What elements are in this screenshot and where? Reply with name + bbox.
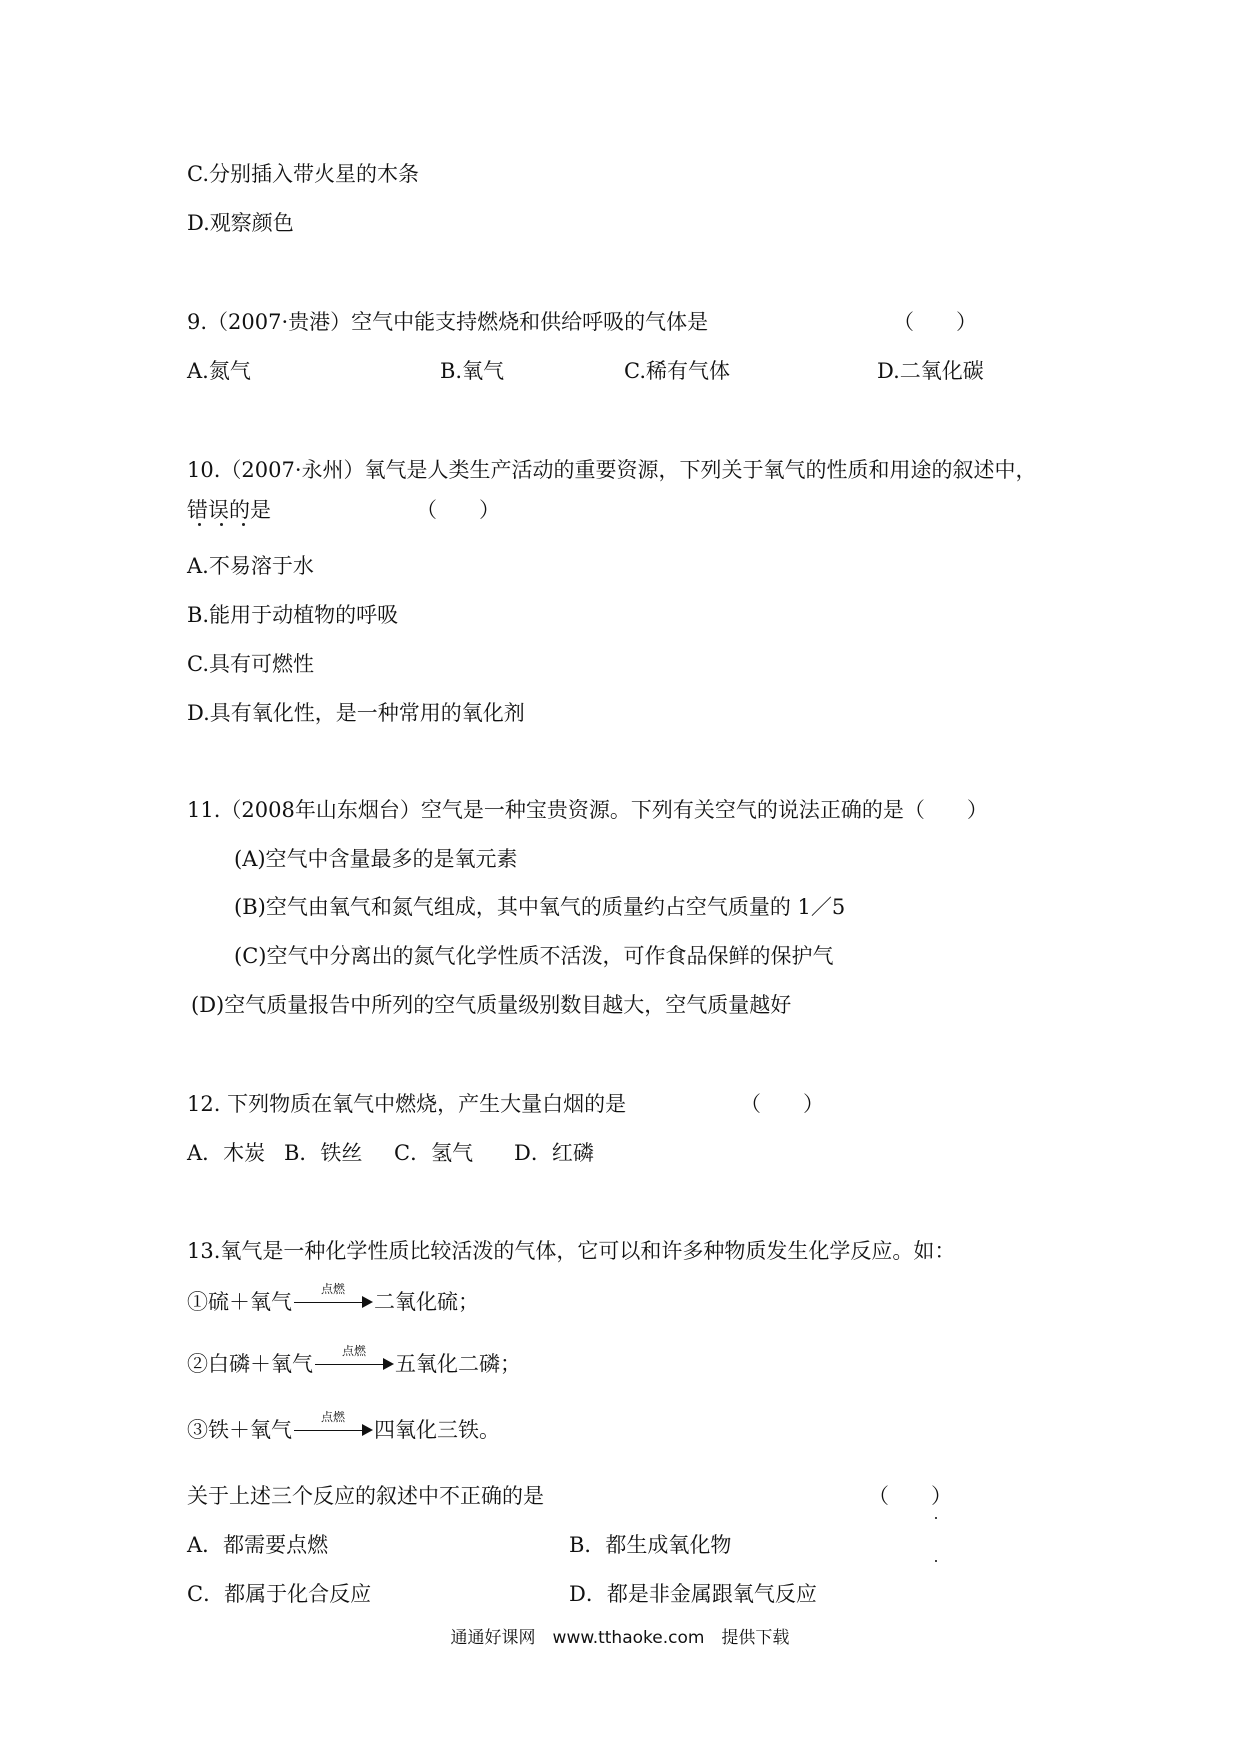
emphasis-dots xyxy=(190,523,242,531)
reaction-condition: 点燃 xyxy=(320,1410,345,1424)
q9-option-c: C.稀有气体 xyxy=(624,359,730,383)
reaction-1 xyxy=(187,1282,479,1316)
q10-answer-blank: （ ） xyxy=(416,498,500,522)
q9-stem: 9.（2007·贵港）空气中能支持燃烧和供给呼吸的气体是 xyxy=(187,310,709,334)
q9-option-b: B.氧气 xyxy=(440,359,505,383)
q8-option-d: D.观察颜色 xyxy=(187,211,294,235)
q10-option-c: C.具有可燃性 xyxy=(187,652,314,676)
q13-question: 关于上述三个反应的叙述中不正确的是 xyxy=(187,1484,544,1508)
reaction-arrow xyxy=(292,1410,374,1444)
q10-option-a: A.不易溶于水 xyxy=(187,554,314,578)
reaction-3 xyxy=(187,1410,500,1444)
q9-answer-blank: （ ） xyxy=(893,310,977,334)
q13-stem: 13.氧气是一种化学性质比较活泼的气体，它可以和许多种物质发生化学反应。如： xyxy=(187,1239,956,1263)
reaction-condition: 点燃 xyxy=(320,1282,345,1296)
q10-stem-line1: 10.（2007·永州）氧气是人类生产活动的重要资源，下列关于氧气的性质和用途的叙述中， xyxy=(187,458,1037,482)
q10-option-d: D.具有氧化性，是一种常用的氧化剂 xyxy=(187,701,525,725)
reaction-2-reactants: ②白磷＋氧气 xyxy=(187,1352,313,1376)
q11-stem: 11.（2008年山东烟台）空气是一种宝贵资源。下列有关空气的说法正确的是（ ） xyxy=(187,798,988,822)
q9-option-a: A.氮气 xyxy=(187,359,251,383)
q11-option-b: (B)空气由氧气和氮气组成，其中氧气的质量约占空气质量的 1／5 xyxy=(234,895,846,919)
reaction-3-reactants: ③铁＋氧气 xyxy=(187,1418,292,1442)
q13-option-d: D．都是非金属跟氧气反应 xyxy=(569,1582,817,1606)
q10-stem-line2: 错误的是 xyxy=(187,498,271,522)
page-footer: 通通好课网 www.tthaoke.com 提供下载 xyxy=(450,1628,790,1648)
reaction-3-product: 四氧化三铁。 xyxy=(374,1418,500,1442)
reaction-condition: 点燃 xyxy=(341,1344,366,1358)
reaction-1-reactants: ①硫＋氧气 xyxy=(187,1290,292,1314)
q13-option-c: C．都属于化合反应 xyxy=(187,1582,372,1606)
q13-answer-blank: （ ） xyxy=(868,1484,952,1508)
q9-option-d: D.二氧化碳 xyxy=(877,359,984,383)
scan-speck xyxy=(935,1517,937,1519)
q12-option-b: B．铁丝 xyxy=(284,1141,363,1165)
q12-option-c: C．氢气 xyxy=(394,1141,474,1165)
scan-speck xyxy=(935,1560,937,1562)
q12-option-d: D．红磷 xyxy=(514,1141,594,1165)
q11-option-d: (D)空气质量报告中所列的空气质量级别数目越大，空气质量越好 xyxy=(191,993,792,1017)
q12-answer-blank: （ ） xyxy=(740,1092,824,1116)
q11-option-a: (A)空气中含量最多的是氧元素 xyxy=(234,847,518,871)
q13-option-b: B．都生成氧化物 xyxy=(569,1533,732,1557)
q10-option-b: B.能用于动植物的呼吸 xyxy=(187,603,399,627)
reaction-2-product: 五氧化二磷； xyxy=(395,1352,521,1376)
reaction-2 xyxy=(187,1344,521,1378)
q8-option-c: C.分别插入带火星的木条 xyxy=(187,162,419,186)
q12-stem: 12. 下列物质在氧气中燃烧，产生大量白烟的是 xyxy=(187,1092,627,1116)
q11-option-c: (C)空气中分离出的氮气化学性质不活泼，可作食品保鲜的保护气 xyxy=(234,944,834,968)
reaction-arrow xyxy=(292,1282,374,1316)
q12-option-a: A．木炭 xyxy=(187,1141,266,1165)
reaction-arrow xyxy=(313,1344,395,1378)
q13-option-a: A．都需要点燃 xyxy=(187,1533,329,1557)
reaction-1-product: 二氧化硫； xyxy=(374,1290,479,1314)
